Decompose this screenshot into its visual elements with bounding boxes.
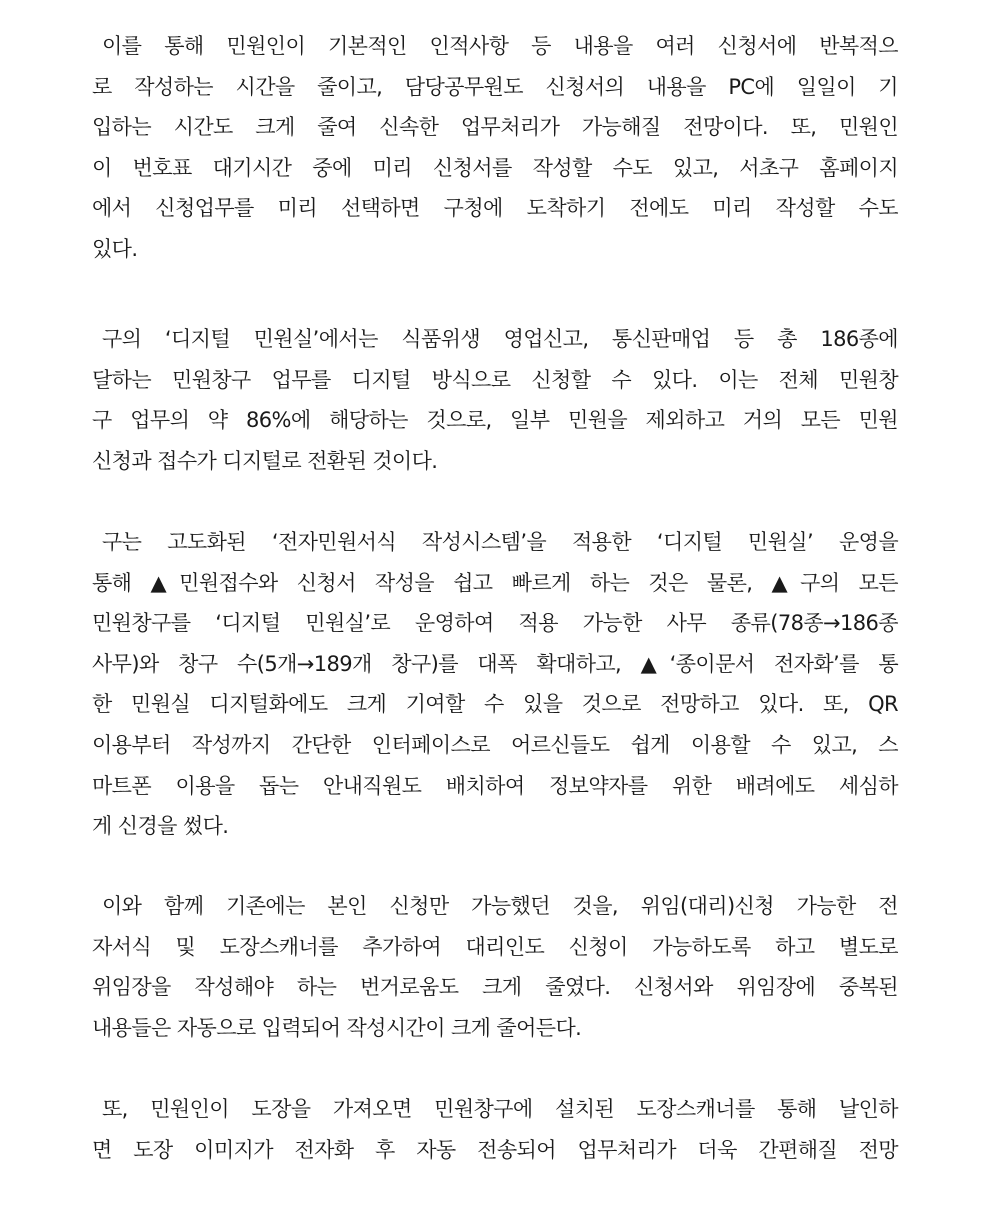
text-line: 에서 신청업무를 미리 선택하면 구청에 도착하기 전에도 미리 작성할 수도 [92, 196, 898, 221]
text-line: 입하는 시간도 크게 줄여 신속한 업무처리가 가능해질 전망이다. 또, 민원인 [92, 115, 898, 140]
paragraph-1 [92, 26, 898, 270]
text-line: 구는 고도화된 ‘전자민원서식 작성시스템’을 적용한 ‘디지털 민원실’ 운영을 [102, 530, 898, 554]
text-line: 이 번호표 대기시간 중에 미리 신청서를 작성할 수도 있고, 서초구 홈페이지 [92, 155, 898, 180]
text-line: 이를 통해 민원인이 기본적인 인적사항 등 내용을 여러 신청서에 반복적으 [102, 34, 898, 58]
text-line: 이용부터 작성까지 간단한 인터페이스로 어르신들도 쉽게 이용할 수 있고, 스 [92, 732, 898, 757]
text-line: 한 민원실 디지털화에도 크게 기여할 수 있을 것으로 전망하고 있다. 또, QR [92, 692, 898, 717]
text-line: 또, 민원인이 도장을 가져오면 민원창구에 설치된 도장스캐너를 통해 날인하 [102, 1097, 898, 1121]
paragraph-5 [92, 1089, 898, 1170]
paragraph-4 [92, 886, 898, 1048]
text-line: 민원창구를 ‘디지털 민원실’로 운영하여 적용 가능한 사무 종류(78종→186종 [92, 611, 898, 636]
text-line: 있다. [92, 236, 138, 261]
text-line: 구 업무의 약 86%에 해당하는 것으로, 일부 민원을 제외하고 거의 모든 민원 [92, 408, 898, 433]
text-line: 내용들은 자동으로 입력되어 작성시간이 크게 줄어든다. [92, 1015, 582, 1040]
text-line: 로 작성하는 시간을 줄이고, 담당공무원도 신청서의 내용을 PC에 일일이 기 [92, 74, 898, 99]
text-line: 신청과 접수가 디지털로 전환된 것이다. [92, 448, 438, 473]
text-line: 자서식 및 도장스캐너를 추가하여 대리인도 신청이 가능하도록 하고 별도로 [92, 934, 898, 959]
text-line: 마트폰 이용을 돕는 안내직원도 배치하여 정보약자를 위한 배려에도 세심하 [92, 773, 898, 798]
text-line: 통해 ▲민원접수와 신청서 작성을 쉽고 빠르게 하는 것은 물론, ▲구의 모든 [92, 570, 898, 595]
paragraph-2 [92, 319, 898, 481]
text-line: 이와 함께 기존에는 본인 신청만 가능했던 것을, 위임(대리)신청 가능한 전 [102, 894, 898, 918]
text-line: 구의 ‘디지털 민원실’에서는 식품위생 영업신고, 통신판매업 등 총 186종에 [102, 327, 898, 351]
text-line: 위임장을 작성해야 하는 번거로움도 크게 줄였다. 신청서와 위임장에 중복된 [92, 975, 898, 1000]
text-line: 달하는 민원창구 업무를 디지털 방식으로 신청할 수 있다. 이는 전체 민원창 [92, 367, 899, 392]
text-line: 사무)와 창구 수(5개→189개 창구)를 대폭 확대하고, ▲‘종이문서 전자화’를 통 [92, 651, 898, 676]
text-line: 면 도장 이미지가 전자화 후 자동 전송되어 업무처리가 더욱 간편해질 전망 [92, 1137, 898, 1162]
text-line: 게 신경을 썼다. [92, 814, 229, 839]
paragraph-3 [92, 522, 898, 847]
